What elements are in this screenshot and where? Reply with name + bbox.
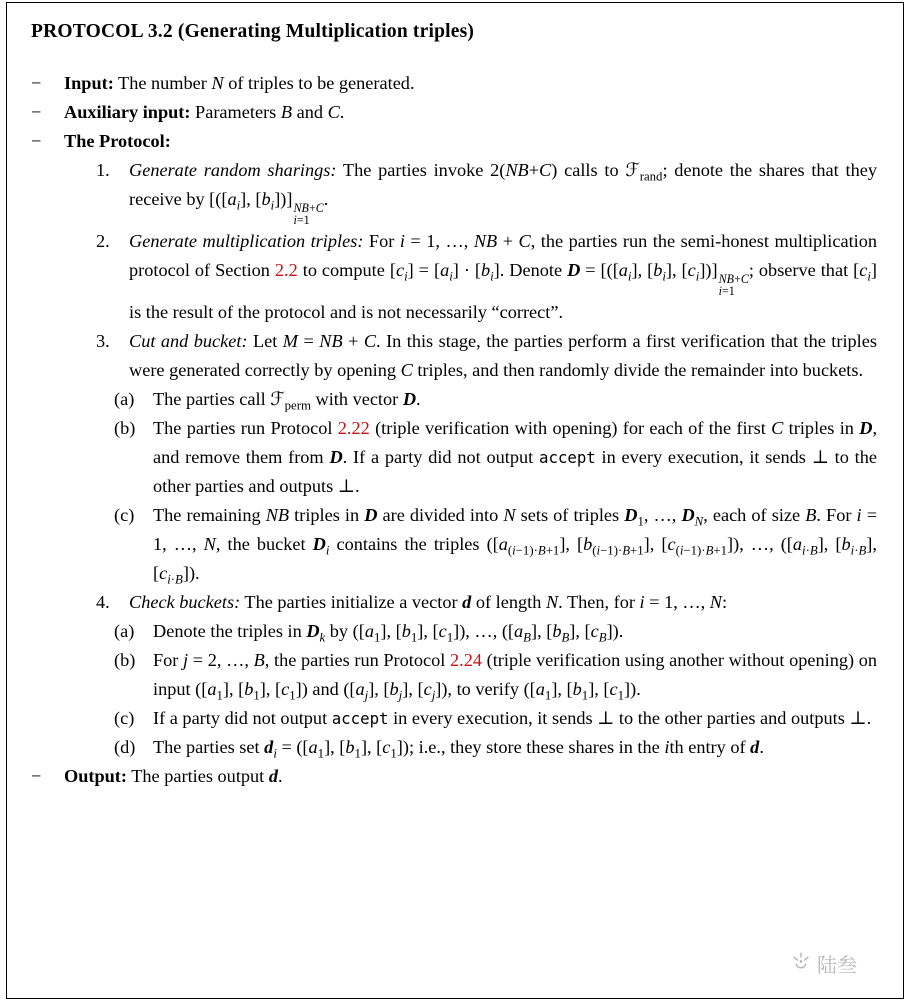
substep-3b-text: The parties run Protocol 2.22 (triple verification with opening) for each of the first C triples in D, and remove them from D. If a party did not output accept in every execution, it sends ⊥ to the other parties and outputs ⊥. [153,417,878,496]
substep-label: (d) [114,736,136,757]
dash-marker: − [31,131,42,151]
the-protocol-label: The Protocol: [64,131,171,151]
steps-list [96,156,877,762]
substep-label: (a) [114,620,135,641]
substep-3c-text: The remaining NB triples in D are divided into N sets of triples $D_1$, …, $D_N$, each of size B. For i = 1, …, N, the bucket $D_i$ contains the triples ($[a_{(i-1)\cdot B+1}]$, $[b_{(i-1)\cdot B+1}]$, $[c_{(i-1)\cdot B+1}]$), …, ($[a_{i\cdot B}]$, $[b_{i\cdot B}]$, $[c_{i\cdot B}]$). [153,504,877,587]
substep-3a-text: The parties call ℱ$_{perm}$ with vector D. [153,388,421,413]
step-1-text: Generate random sharings: The parties invoke 2(NB+C) calls to ℱ$_{rand}$; denote the shares that they receive by [($[a_i]$, $[b_i]$)] NB+C i=1 . [129,160,877,228]
step-number: 4. [96,591,110,612]
substep-label: (c) [114,707,135,728]
substep-label: (a) [114,388,135,409]
substep-3b [114,414,877,501]
input-item [31,69,877,98]
dash-marker: − [31,102,42,122]
step-3-text: Cut and bucket: Let M = NB + C. In this stage, the parties perform a first verification that the triples were generated correctly by opening C triples, and then randomly divide the remainder into buckets. [129,330,877,380]
substep-4c [114,704,877,733]
substep-4b-text: For j = 2, …, B, the parties run Protocol 2.24 (triple verification using another without opening) on input ($[a_1]$, $[b_1]$, $[c_1]$) and ($[a_j]$, $[b_j]$, $[c_j]$), to verify ($[a_1]$, $[b_1]$, $[c_1]$). [153,649,878,703]
step-3 [96,327,877,588]
link-protocol-2.24[interactable]: 2.24 [449,649,482,670]
watermark-text: 陆叁 [817,953,857,977]
substep-label: (c) [114,504,135,525]
protocol-title: PROTOCOL 3.2 (Generating Multiplication triples) [31,21,475,42]
link-section-2.2[interactable]: 2.2 [274,259,298,280]
substep-label: (b) [114,649,136,670]
step-2-text: Generate multiplication triples: For i = 1, …, NB + C, the parties run the semi-honest multiplication protocol of Section 2.2 to compute $[c_i] = [a_i] \cdot [b_i]$. Denote $D = [([a_i]$, $[b_i]$, $[c_i]$)] NB+C i=1 ; observe that $[c_i]$ is the result of the protocol and is not necessarily “correct”. [129,230,878,322]
watermark [790,949,857,978]
sparkle-icon [790,950,812,977]
step-1 [96,156,877,227]
protocol-steps-item [31,127,877,762]
substep-label: (b) [114,417,136,438]
dash-marker: − [31,73,42,93]
dash-marker: − [31,765,42,786]
input-text: Input: The number N of triples to be generated. [64,73,415,93]
substep-4a [114,617,877,646]
output-text: Output: The parties output d. [64,765,283,786]
link-protocol-2.22[interactable]: 2.22 [337,417,370,438]
step-number: 1. [96,160,110,180]
protocol-box [6,2,904,999]
substep-4d [114,733,877,762]
substep-3c [114,501,877,588]
step-number: 2. [96,230,110,251]
step-4-text: Check buckets: The parties initialize a vector d of length N. Then, for i = 1, …, N: [129,591,728,612]
substep-3a [114,385,877,414]
step-number: 3. [96,330,110,351]
auxiliary-input-item [31,98,877,127]
step-4 [96,588,877,762]
protocol-content [31,69,877,791]
substep-4b [114,646,877,704]
substep-4d-text: The parties set $d_i = ([a_1]$, $[b_1]$, $[c_1]$); i.e., they store these shares in the ith entry of d. [153,736,764,761]
step-3-substeps [114,385,877,588]
substep-4a-text: Denote the triples in $D_k$ by ($[a_1]$, $[b_1]$, $[c_1]$), …, ($[a_B]$, $[b_B]$, $[c_B]$). [153,620,624,645]
step-4-substeps [114,617,877,762]
auxiliary-input-text: Auxiliary input: Parameters B and C. [64,102,345,122]
step-2 [96,227,877,327]
substep-4c-text: If a party did not output accept in every execution, it sends ⊥ to the other parties and outputs ⊥. [153,707,872,728]
output-item [31,762,877,791]
